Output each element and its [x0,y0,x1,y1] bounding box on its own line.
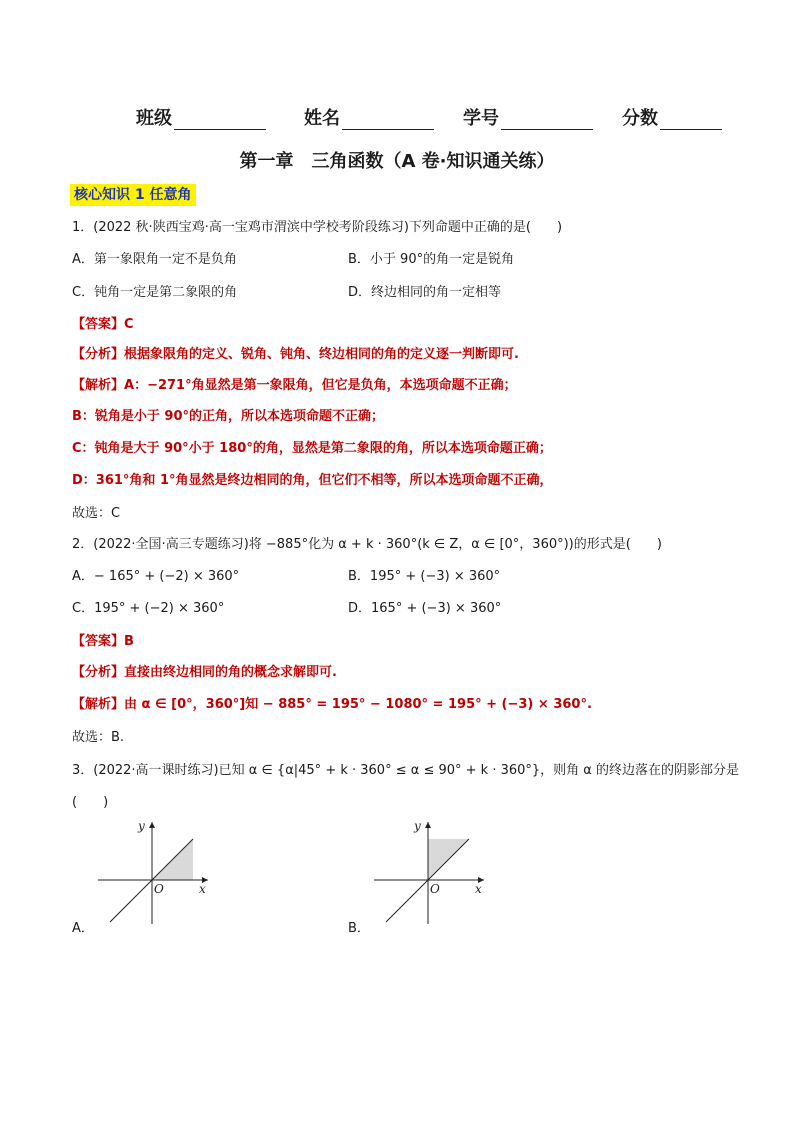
student-id-label: 学号 [463,108,499,129]
q1-answer-tag: 【答案】 [72,317,125,332]
q2-answer-tag: 【答案】 [72,634,125,649]
q1-final: 故选：C [72,506,121,521]
q3-paren: ( ) [72,795,109,810]
q3-stem: 3．(2022·高一课时练习)已知 α ∈ {α|45° + k · 360° ≤ α ≤ 90° + k · 360°}，则角 α 的终边落在的阴影部分是 [72,763,740,778]
student-id-blank[interactable] [501,111,593,130]
q2-option-d: D．165° + (−3) × 360° [348,601,502,616]
section-tag: 核心知识 1 任意角 [70,184,196,206]
q1-option-c: C．钝角一定是第二象限的角 [72,285,238,300]
q3-graph-b-x-label: x [475,882,482,896]
q1-analysis [72,346,519,364]
q1-answer-value: C [124,317,134,332]
class-label: 班级 [136,108,172,129]
q2-answer-value: B [124,634,134,649]
class-field [136,104,266,130]
student-id-field [463,104,593,130]
q3-graph-a-y-label: y [138,819,145,833]
q1-analysis-text: 根据象限角的定义、锐角、钝角、终边相同的角的定义逐一判断即可. [124,347,519,362]
q2-option-a: A．− 165° + (−2) × 360° [72,569,240,584]
q2-solution [72,696,592,714]
name-label: 姓名 [304,108,340,129]
q3-graph-b-y-label: y [414,819,421,833]
q2-final: 故选：B. [72,730,125,745]
q1-solution [72,377,517,395]
q3-graph-a [96,816,216,926]
q3-graph-a-origin: O [154,882,164,896]
q1-option-a: A．第一象限角一定不是负角 [72,252,237,267]
name-blank[interactable] [342,111,434,130]
q2-option-c: C．195° + (−2) × 360° [72,601,225,616]
q1-answer [72,316,134,334]
q3-option-a: A． [72,921,94,936]
q2-stem: 2．(2022·全国·高三专题练习)将 −885°化为 α + k · 360°(k ∈ Z，α ∈ [0°，360°))的形式是( ) [72,537,662,552]
q2-option-b: B．195° + (−3) × 360° [348,569,501,584]
q2-solution-tag: 【解析】 [72,697,125,712]
q1-option-d: D．终边相同的角一定相等 [348,285,502,300]
q3-graph-a-y-arrow [149,822,155,828]
q2-analysis-tag: 【分析】 [72,665,125,680]
page-title: 第一章 三角函数（A 卷·知识通关练） [239,151,555,172]
q1-solution-c: C：钝角是大于 90°小于 180°的角，显然是第二象限的角，所以本选项命题正确； [72,441,552,456]
q3-graph-b [372,816,492,926]
q3-graph-b-origin: O [430,882,440,896]
class-blank[interactable] [174,111,266,130]
q1-stem: 1．(2022 秋·陕西宝鸡·高一宝鸡市渭滨中学校考阶段练习)下列命题中正确的是( ) [72,220,563,235]
q3-option-b: B． [348,921,370,936]
name-field [304,104,434,130]
q1-analysis-tag: 【分析】 [72,347,125,362]
q3-graph-b-y-arrow [425,822,431,828]
q1-solution-a: A：−271°角显然是第一象限角，但它是负角，本选项命题不正确； [124,378,517,393]
score-label: 分数 [622,108,658,129]
q1-solution-tag: 【解析】 [72,378,125,393]
q1-solution-b: B：锐角是小于 90°的正角，所以本选项命题不正确； [72,409,385,424]
q2-answer [72,633,134,651]
q1-solution-d: D：361°角和 1°角显然是终边相同的角，但它们不相等，所以本选项命题不正确， [72,473,553,488]
q2-solution-text: 由 α ∈ [0°，360°]知 − 885° = 195° − 1080° = 195° + (−3) × 360°. [124,697,592,712]
q2-analysis [72,664,337,682]
q1-option-b: B．小于 90°的角一定是锐角 [348,252,515,267]
q3-graph-a-x-label: x [199,882,206,896]
score-field [622,104,722,130]
q2-analysis-text: 直接由终边相同的角的概念求解即可. [124,665,337,680]
score-blank[interactable] [660,111,722,130]
